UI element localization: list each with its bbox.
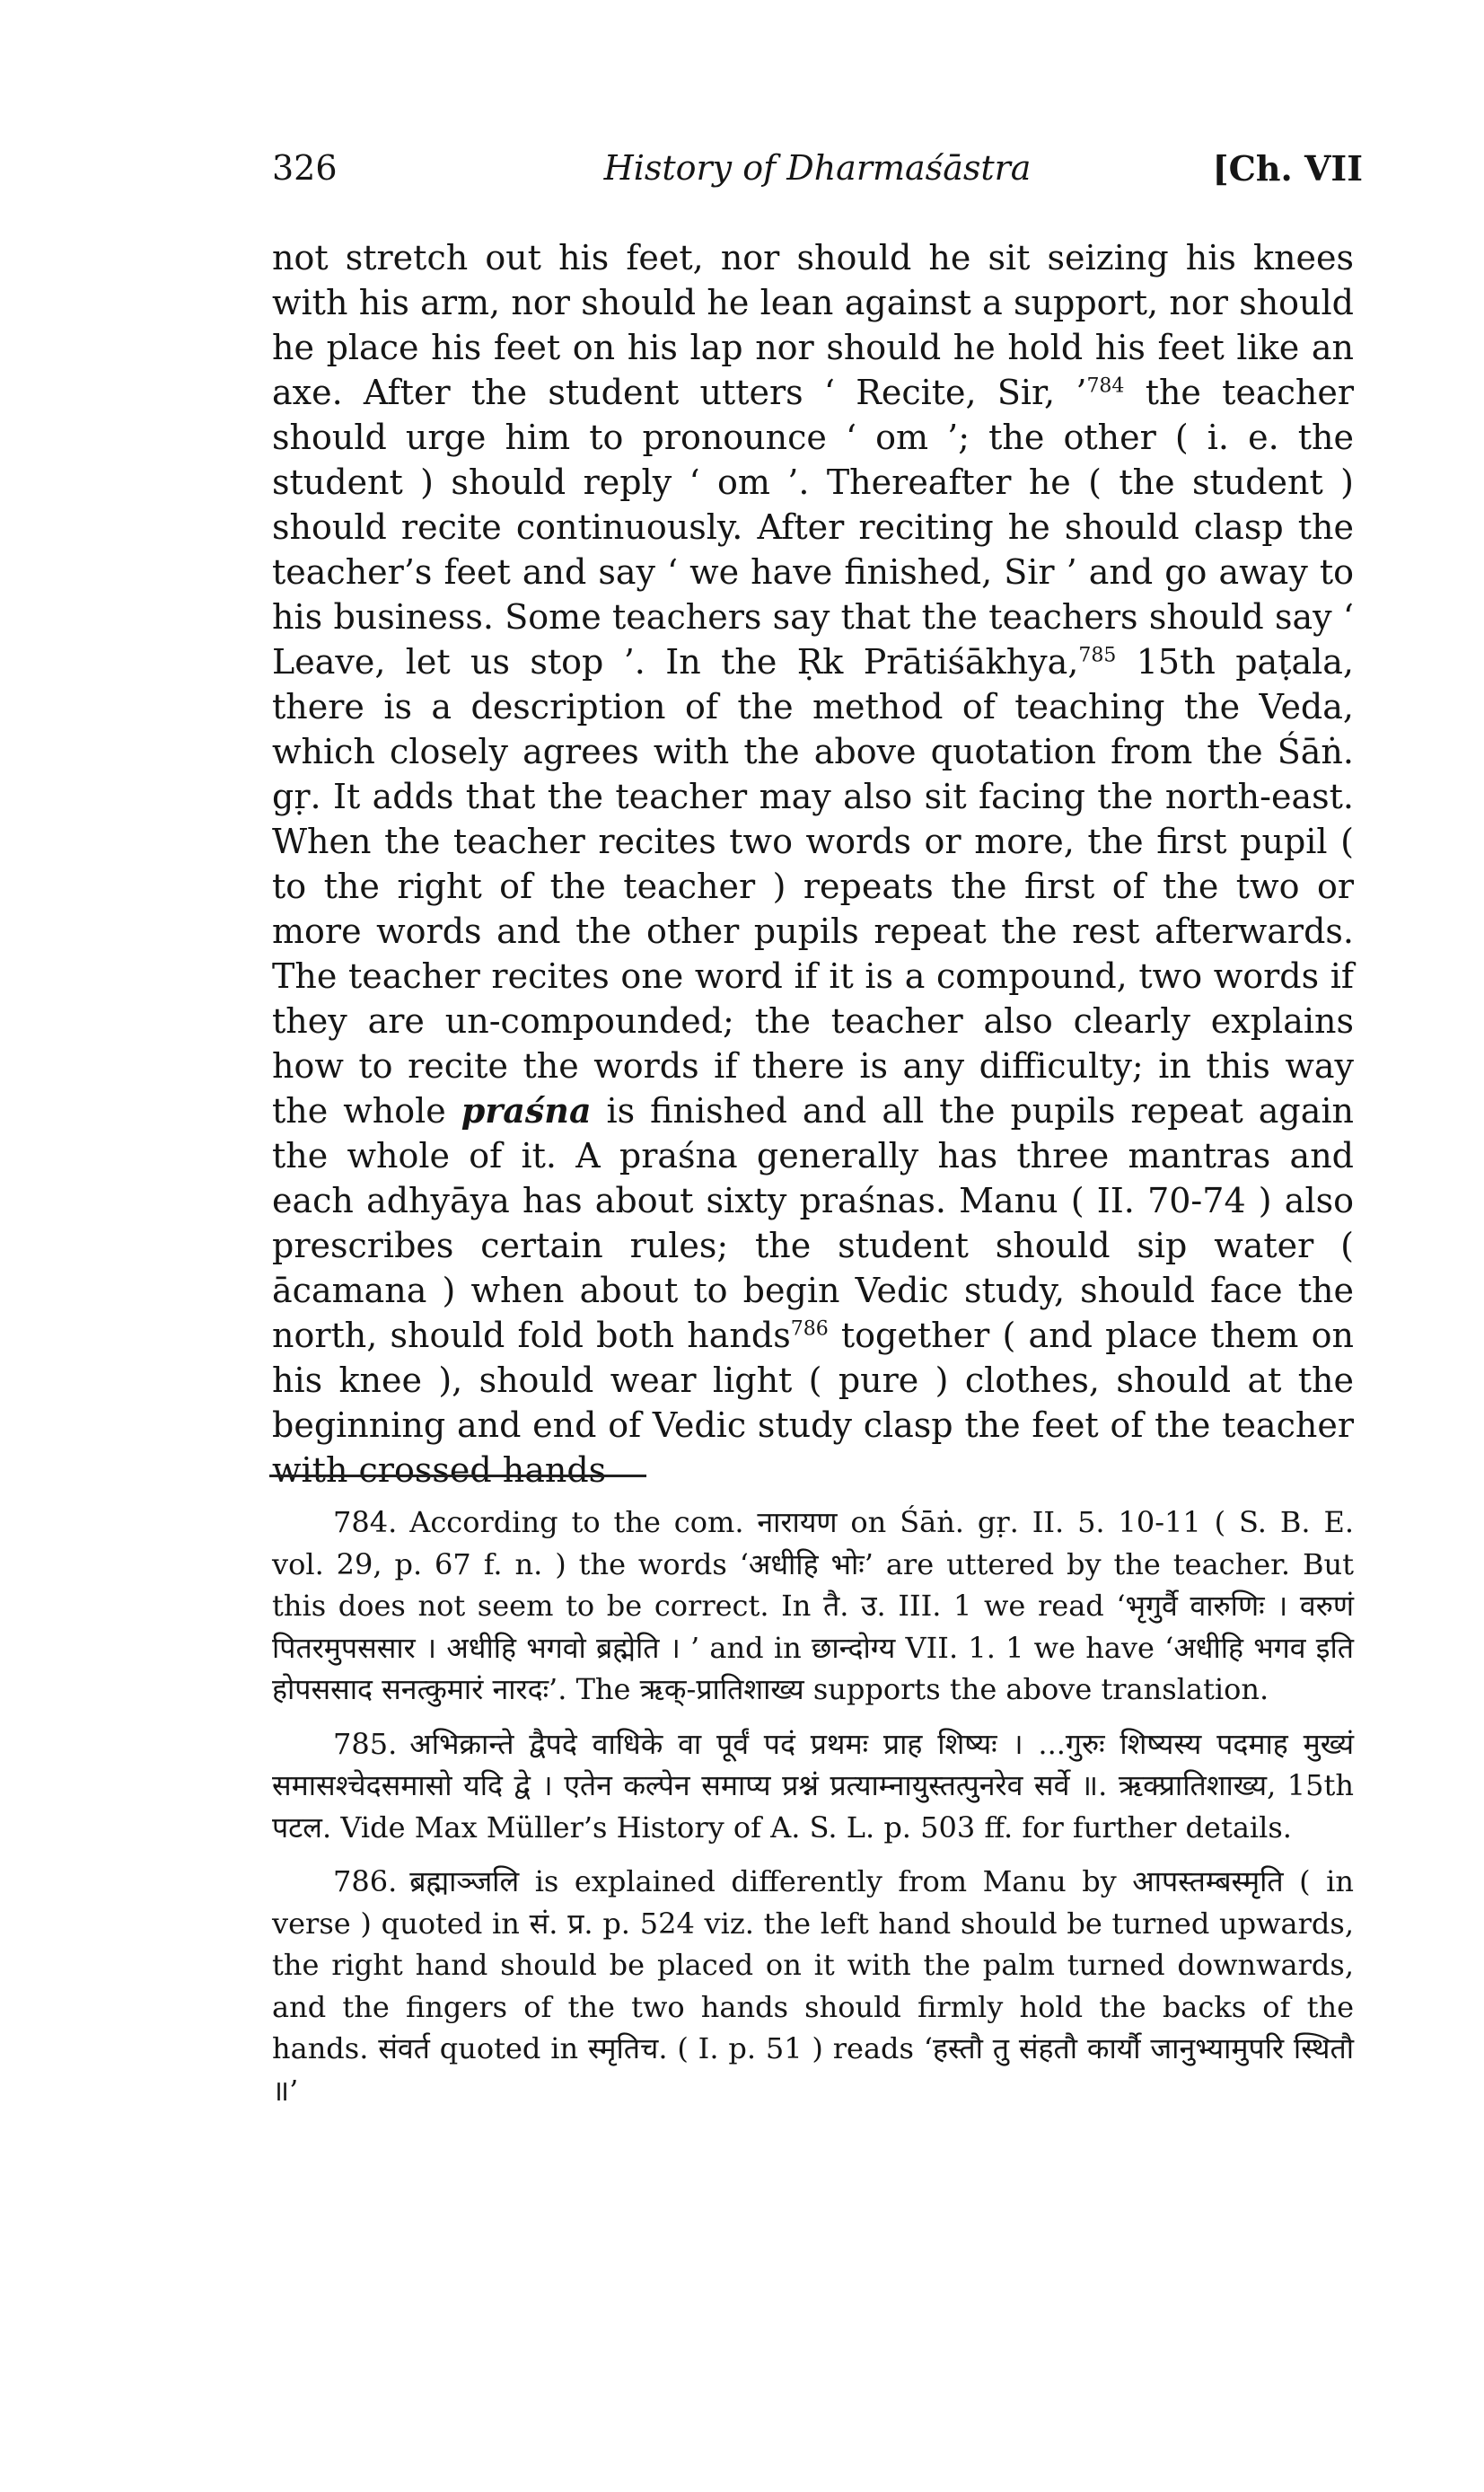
main-text (272, 235, 1354, 1493)
footnote-text: According to the com. नारायण on Śāṅ. gṛ. II. 5. 10-11 ( S. B. E. vol. 29, p. 67 f. n. ) the words ‘अधीहि भोः’ are uttered by the teacher. But this does not seem to be correct. In तै. उ. III. 1 we read ‘भृगुर्वै वारुणिः । वरुणं पितरमुपससार । अधीहि भगवो ब्रह्मेति । ’ and in छान्दोग्य VII. 1. 1 we have ‘अधीहि भगव इति होपससाद सनत्कुमारं नारदः’. The ऋक्-प्रातिशाख्य supports the above translation. (272, 1505, 1354, 1706)
body-segment: is finished and all the pupils repeat again the whole of it. A praśna generally has three mantras and each adhyāya has about sixty praśnas. Manu ( II. 70-74 ) also prescribes certain rules; the student should sip water ( ācamana ) when about to begin Vedic study, should face the north, should fold both hands (272, 1091, 1354, 1355)
emphasis-prasna: praśna (461, 1090, 592, 1131)
body-segment: not stretch out his feet, nor should he sit seizing his knees with his arm, nor should he lean against a support, nor should he place his feet on his lap nor should he hold his feet like an axe. After the student utters ‘ Recite, Sir, ’ (272, 238, 1354, 412)
footnote-text: अभिक्रान्ते द्वैपदे वाधिके वा पूर्वं पदं प्रथमः प्राह शिष्यः । ...गुरुः शिष्यस्य पदमाह मुख्यं समासश्चेदसमासो यदि द्वे । एतेन कल्पेन समाप्य प्रश्नं प्रत्याम्नायुस्तत्पुनरेव सर्वे ॥. ऋक्प्रातिशाख्य, 15th पटल. Vide Max Müller’s History of A. S. L. p. 503 ff. for further details. (272, 1726, 1354, 1845)
footnote-784 (272, 1501, 1354, 1711)
page-header (272, 148, 1363, 202)
footnote-number: 785. (333, 1726, 398, 1761)
footnotes (272, 1501, 1354, 2124)
body-segment: together ( and place them on his knee ), should wear light ( pure ) clothes, should at the beginning and end of Vedic study clasp the feet of the teacher with crossed hands (272, 1316, 1354, 1490)
footnote-786 (272, 1861, 1354, 2111)
footnote-ref-784: 784 (1086, 374, 1125, 398)
footnote-divider (269, 1475, 646, 1477)
footnote-ref-785: 785 (1078, 644, 1117, 667)
chapter-label: [Ch. VII (1212, 148, 1363, 189)
running-title: History of Dharmaśāstra (603, 148, 1032, 188)
footnote-number: 784. (333, 1505, 398, 1539)
footnote-785 (272, 1723, 1354, 1849)
page-number: 326 (272, 148, 338, 188)
body-paragraph (272, 235, 1354, 1493)
footnote-number: 786. (333, 1864, 398, 1898)
body-segment: 15th paṭala, there is a description of the method of teaching the Veda, which closely agrees with the above quotation from the Śāṅ. gṛ. It adds that the teacher may also sit facing the north-east. When the teacher recites two words or more, the first pupil ( to the right of the teacher ) repeats the first of the two or more words and the other pupils repeat the rest afterwards. The teacher recites one word if it is a compound, two words if they are un-compounded; the teacher also clearly explains how to recite the words if there is any difficulty; in this way the whole (272, 642, 1354, 1131)
body-segment: the teacher should urge him to pronounce ‘ om ’; the other ( i. e. the student ) should reply ‘ om ’. Thereafter he ( the student ) should recite continuously. After reciting he should clasp the teacher’s feet and say ‘ we have finished, Sir ’ and go away to his business. Some teachers say that the teachers should say ‘ Leave, let us stop ’. In the Ṛk Prātiśākhya, (272, 373, 1354, 682)
footnote-ref-786: 786 (790, 1317, 829, 1341)
footnote-text: ब्रह्माञ्जलि is explained differently from Manu by आपस्तम्बस्मृति ( in verse ) quoted in सं. प्र. p. 524 viz. the left hand should be turned upwards, the right hand should be placed on it with the palm turned downwards, and the fingers of the two hands should firmly hold the backs of the hands. संवर्त quoted in स्मृतिच. ( I. p. 51 ) reads ‘हस्तौ तु संहतौ कार्यौ जानुभ्यामुपरि स्थितौ ॥’ (272, 1864, 1354, 2108)
